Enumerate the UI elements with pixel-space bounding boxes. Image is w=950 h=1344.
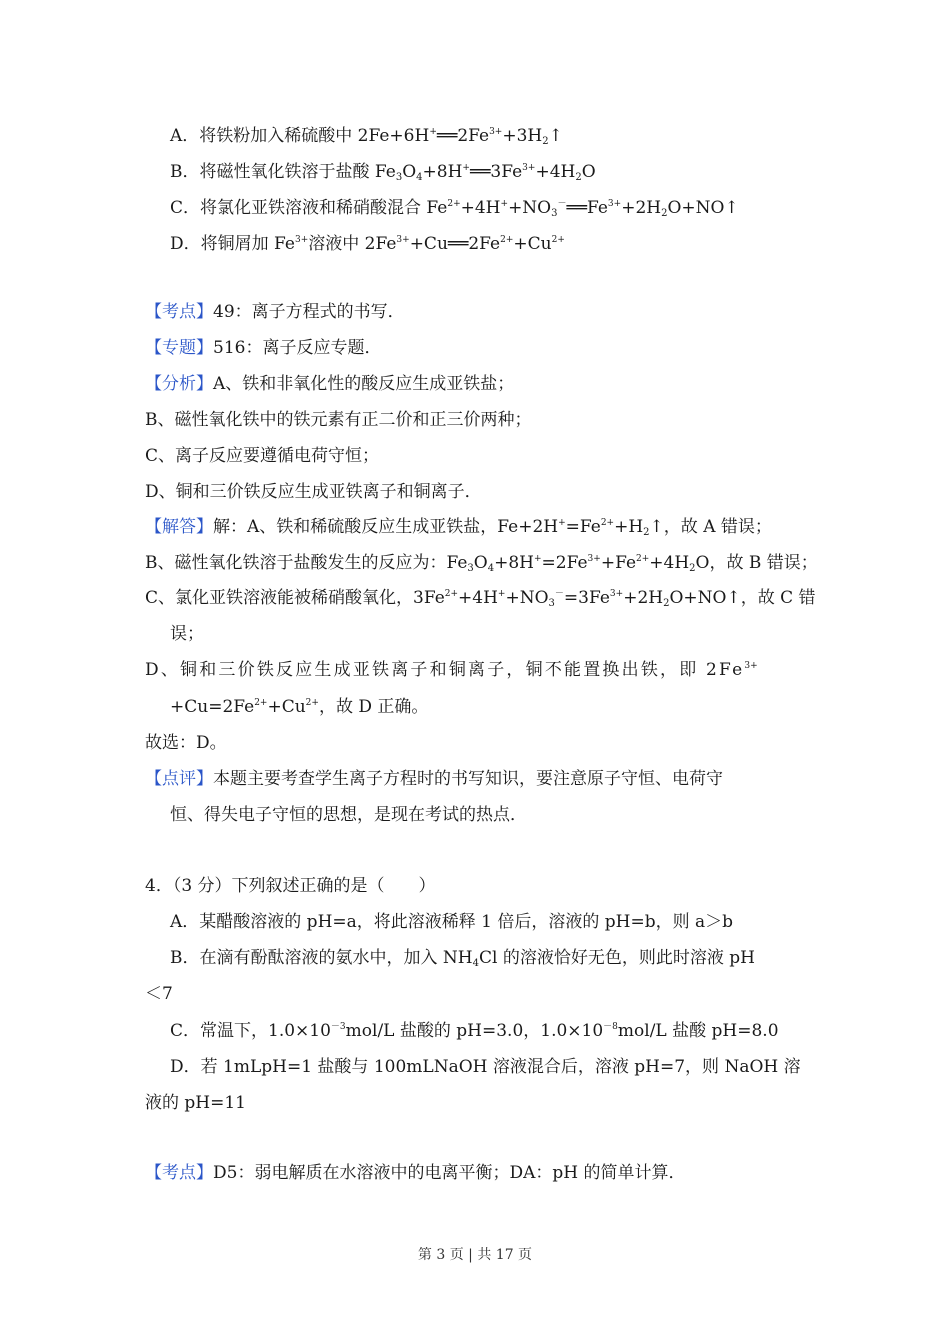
zhuanti-tag: 【专题】 xyxy=(145,338,213,358)
q3-fenxi: 【分析】A、铁和非氧化性的酸反应生成亚铁盐； xyxy=(145,374,515,394)
q4-option-d-cont: 液的 pH=11 xyxy=(145,1093,246,1113)
q4-option-a: A．某醋酸溶液的 pH=a，将此溶液稀释 1 倍后，溶液的 pH=b，则 a＞b xyxy=(170,912,734,932)
page-footer: 第 3 页 | 共 17 页 xyxy=(417,1247,533,1263)
q3-zhuanti: 【专题】516：离子反应专题． xyxy=(145,338,382,358)
q4-option-b: B．在滴有酚酞溶液的氨水中，加入 $NH_4Cl$ 的溶液恰好无色，则此时溶液 pH xyxy=(170,948,755,969)
q3-fenxi-c: C、离子反应要遵循电荷守恒； xyxy=(145,446,380,466)
q4-option-c: C．常温下，$1.0\times 10^{-3}mol/L$ 盐酸的 pH=3.0，$1.0\times 10^{-8}mol/L$ 盐酸 pH=8.0 xyxy=(170,1021,779,1041)
q3-jieda-d-cont: $+Cu=2Fe^{2+}+Cu^{2+}$，故 D 正确。 xyxy=(170,697,429,717)
q3-dianping: 【点评】本题主要考查学生离子方程时的书写知识，要注意原子守恒、电荷守 xyxy=(145,769,723,789)
q4-option-d: D．若 1mLpH=1 盐酸与 100mLNaOH 溶液混合后，溶液 pH=7，则 NaOH 溶 xyxy=(170,1057,801,1077)
jieda-tag: 【解答】 xyxy=(145,517,213,537)
q3-fenxi-d: D、铜和三价铁反应生成亚铁离子和铜离子． xyxy=(145,482,482,502)
q3-dianping-cont: 恒、得失电子守恒的思想，是现在考试的热点． xyxy=(170,805,527,825)
q3-kaodian: 【考点】49：离子方程式的书写． xyxy=(145,302,405,322)
q3-jieda-c-cont: 误； xyxy=(170,624,204,644)
kaodian-tag: 【考点】 xyxy=(145,302,213,322)
q3-option-c: C．将氯化亚铁溶液和稀硝酸混合 $Fe^{2+}+4H^++NO_3^-══Fe^{3+}+2H_2O+NO↑$ xyxy=(170,198,739,219)
q3-jieda-a: 【解答】解：A、铁和稀硫酸反应生成亚铁盐，$Fe+2H^+=Fe^{2+}+H_2↑$，故 A 错误； xyxy=(145,517,772,538)
fenxi-tag: 【分析】 xyxy=(145,374,213,394)
q4-option-b-cont: ＜7 xyxy=(145,984,173,1004)
q3-jieda-d: D、铜和三价铁反应生成亚铁离子和铜离子，铜不能置换出铁，即 $2Fe^{3+}$ xyxy=(145,660,758,680)
q3-answer: 故选：D。 xyxy=(145,733,227,753)
q4-kaodian: 【考点】D5：弱电解质在水溶液中的电离平衡；DA：pH 的简单计算． xyxy=(145,1163,686,1183)
q3-option-d: D．将铜屑加 $Fe^{3+}$溶液中 $2Fe^{3+}+Cu══2Fe^{2+}+Cu^{2+}$ xyxy=(170,234,565,254)
q3-option-a: A．将铁粉加入稀硫酸中 $2Fe+6H^+══2Fe^{3+}+3H_2↑$ xyxy=(170,126,563,147)
q4-stem: 4．（3 分）下列叙述正确的是（ ） xyxy=(145,876,436,896)
dianping-tag: 【点评】 xyxy=(145,769,213,789)
q3-jieda-b: B、磁性氧化铁溶于盐酸发生的反应为：$Fe_3O_4+8H^+=2Fe^{3+}+Fe^{2+}+4H_2O$，故 B 错误； xyxy=(145,553,818,574)
kaodian-tag: 【考点】 xyxy=(145,1163,213,1183)
q3-fenxi-b: B、磁性氧化铁中的铁元素有正二价和正三价两种； xyxy=(145,410,532,430)
q3-option-b: B．将磁性氧化铁溶于盐酸 $Fe_3O_4+8H^+══3Fe^{3+}+4H_2O$ xyxy=(170,162,596,183)
q3-jieda-c: C、氯化亚铁溶液能被稀硝酸氧化，$3Fe^{2+}+4H^++NO_3^-=3Fe^{3+}+2H_2O+NO↑$，故 C 错 xyxy=(145,588,816,609)
